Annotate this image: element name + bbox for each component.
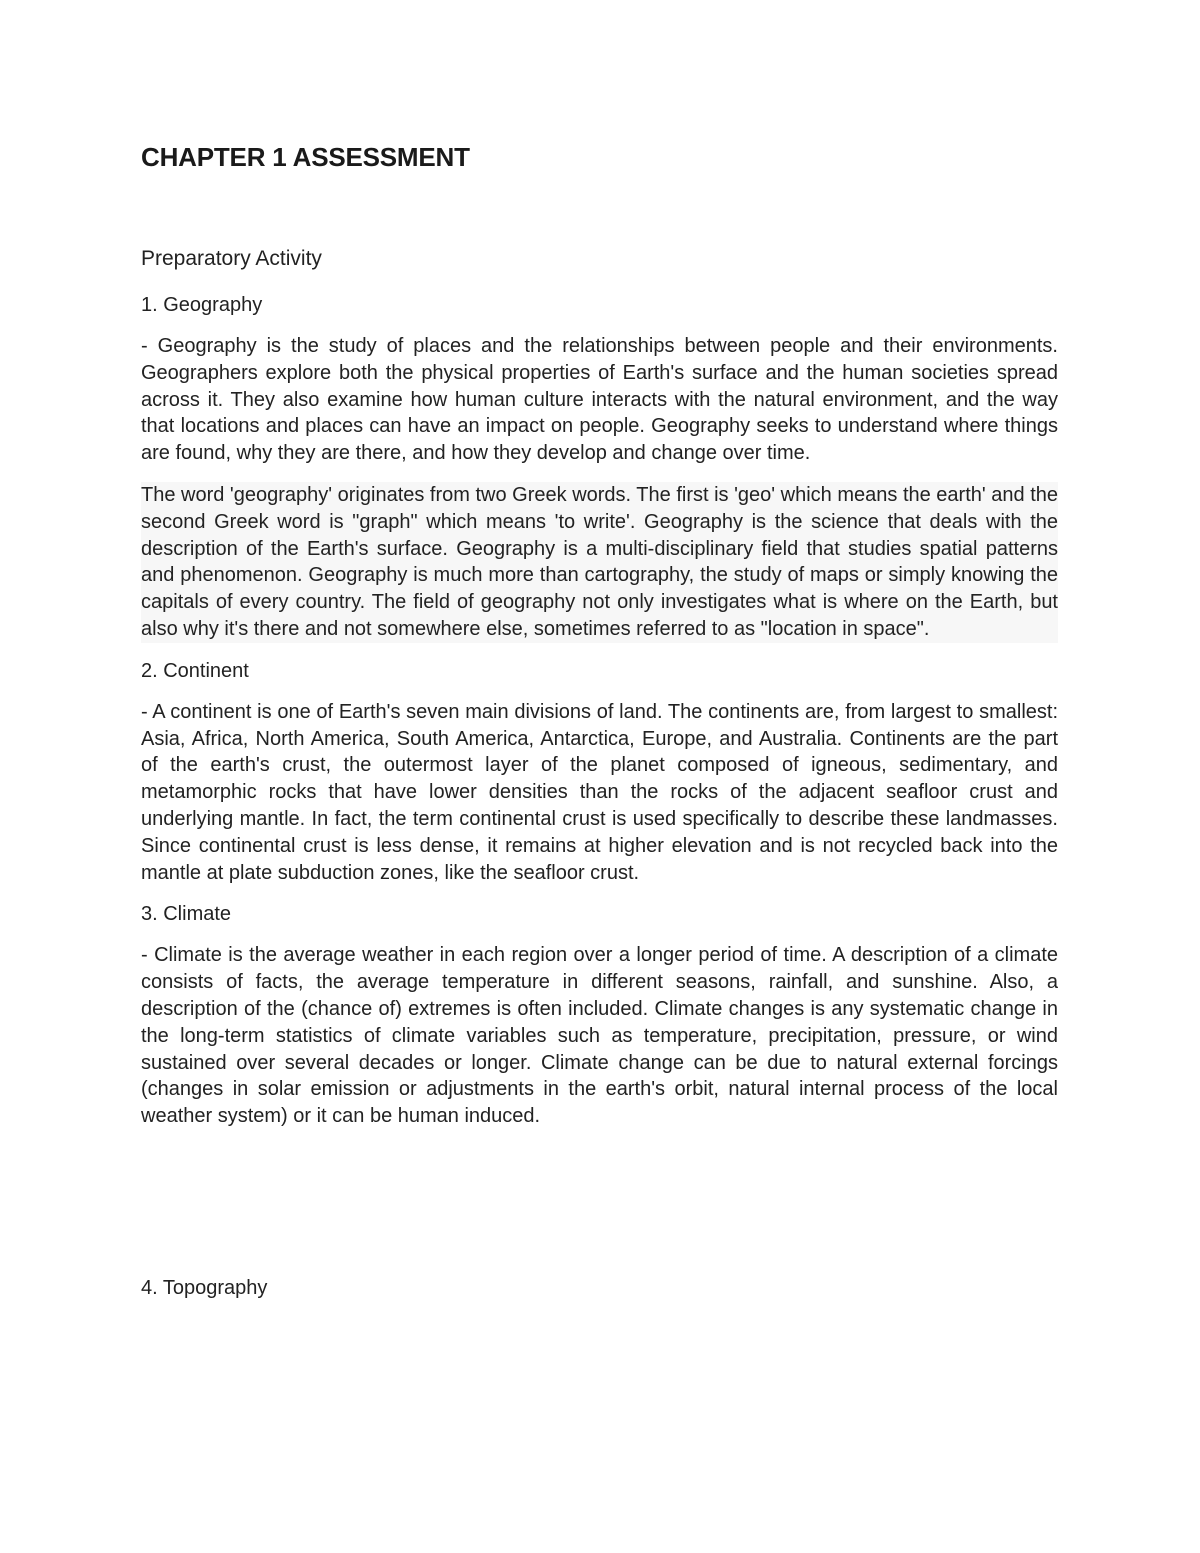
document-page <box>141 140 1058 1316</box>
section-heading-climate: 3. Climate <box>141 903 232 926</box>
section-heading-continent: 2. Continent <box>141 659 249 682</box>
section-heading-geography: 1. Geography <box>141 294 263 316</box>
paragraph-geography-definition: - Geography is the study of places and the relationships between people and their environments. Geographers explore both the physical properties of Earth's surface and the human societies spread across it. They also examine how human culture interacts with the natural environment, and the way that locations and places can have an impact on people. Geography seeks to understand where things are found, why they are there, and how they develop and change over time. <box>141 335 1058 465</box>
paragraph-climate-definition: - Climate is the average weather in each region over a longer period of time. A description of a climate consists of facts, the average temperature in different seasons, rainfall, and sunshine. Also, a description of the (chance of) extremes is often included. Climate changes is any systematic change in the long-term statistics of climate variables such as temperature, precipitation, pressure, or wind sustained over several decades or longer. Climate change can be due to natural external forcings (changes in solar emission or adjustments in the earth's orbit, natural internal process of the local weather system) or it can be human induced. <box>141 944 1058 1128</box>
paragraph-geography-origin: The word 'geography' originates from two Greek words. The first is 'geo' which means the earth' and the second Greek word is "graph" which means 'to write'. Geography is the science that deals with the description of the Earth's surface. Geography is a multi-disciplinary field that studies spatial patterns and phenomenon. Geography is much more than cartography, the study of maps or simply knowing the capitals of every country. The field of geography not only investigates what is where on the Earth, but also why it's there and not somewhere else, sometimes referred to as "location in space". <box>141 482 1058 643</box>
blank-space <box>141 1145 1058 1275</box>
paragraph-continent-definition: - A continent is one of Earth's seven main divisions of land. The continents are, from largest to smallest: Asia, Africa, North America, South America, Antarctica, Europe, and Australia. Continents are the part of the earth's crust, the outermost layer of the planet composed of igneous, sedimentary, and metamorphic rocks that have lower densities than the rocks of the adjacent seafloor crust and underlying mantle. In fact, the term continental crust is used specifically to describe these landmasses. Since continental crust is less dense, it remains at higher elevation and is not recycled back into the mantle at plate subduction zones, like the seafloor crust. <box>141 700 1058 884</box>
document-title: CHAPTER 1 ASSESSMENT <box>141 142 470 172</box>
document-subtitle: Preparatory Activity <box>141 247 322 270</box>
section-heading-topography: 4. Topography <box>141 1276 268 1299</box>
